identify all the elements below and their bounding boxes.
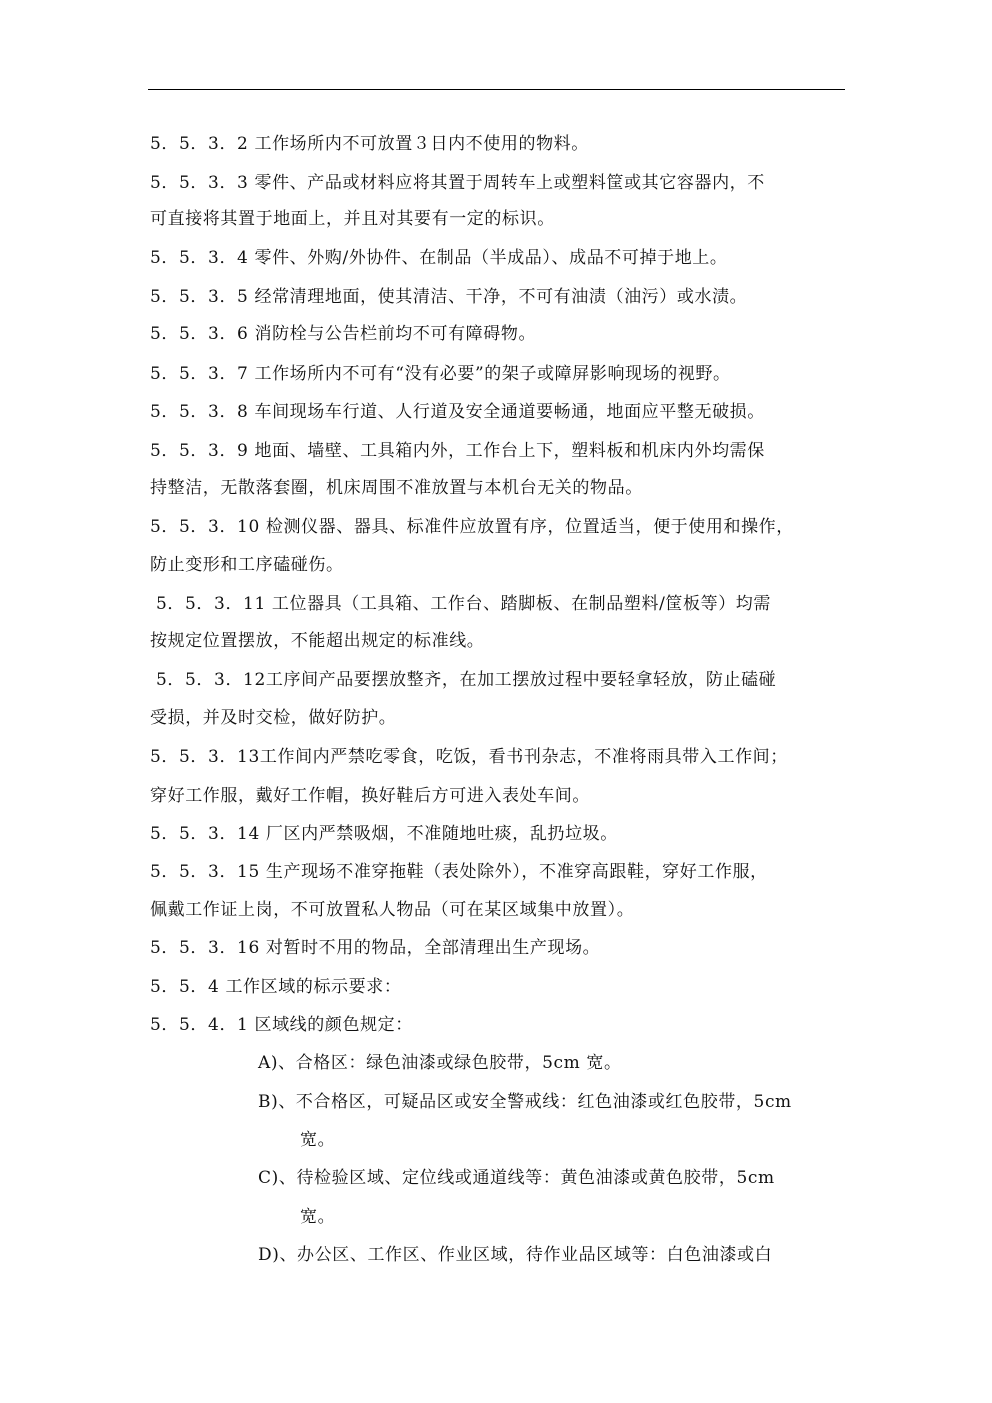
text-line: 5．5．3．3 零件、产品或材料应将其置于周转车上或塑料筐或其它容器内，不 <box>150 173 765 193</box>
text-line: 5．5．3．2 工作场所内不可放置３日内不使用的物料。 <box>150 134 589 154</box>
text-line: 5．5．3．9 地面、墙壁、工具箱内外，工作台上下，塑料板和机床内外均需保 <box>150 441 765 461</box>
text-line: 5．5．4．1 区域线的颜色规定： <box>150 1015 413 1035</box>
text-line: 5．5．3．11 工位器具（工具箱、工作台、踏脚板、在制品塑料/筐板等）均需 <box>156 594 772 614</box>
text-line: 5．5．3．7 工作场所内不可有“没有必要”的架子或障屏影响现场的视野。 <box>150 364 731 384</box>
text-line: 可直接将其置于地面上，并且对其要有一定的标识。 <box>150 209 555 229</box>
text-line: 5．5．3．4 零件、外购/外协件、在制品（半成品）、成品不可掉于地上。 <box>150 248 728 268</box>
text-line: 佩戴工作证上岗，不可放置私人物品（可在某区域集中放置）。 <box>150 900 635 920</box>
text-line: B)、不合格区，可疑品区或安全警戒线：红色油漆或红色胶带，5cm <box>258 1092 792 1112</box>
text-line: D)、办公区、工作区、作业区域，待作业品区域等：白色油漆或白 <box>258 1245 773 1265</box>
text-line: 5．5．3．6 消防栓与公告栏前均不可有障碍物。 <box>150 324 537 344</box>
text-line: 5．5．3．16 对暂时不用的物品，全部清理出生产现场。 <box>150 938 601 958</box>
text-line: 5．5．3．14 厂区内严禁吸烟，不准随地吐痰，乱扔垃圾。 <box>150 824 618 844</box>
text-line: 宽。 <box>300 1130 336 1150</box>
text-line: 按规定位置摆放，不能超出规定的标准线。 <box>150 631 485 651</box>
text-line: 5．5．3．8 车间现场车行道、人行道及安全通道要畅通，地面应平整无破损。 <box>150 402 765 422</box>
text-line: 5．5．3．13工作间内严禁吃零食，吃饭，看书刊杂志，不准将雨具带入工作间； <box>150 747 788 767</box>
text-line: 宽。 <box>300 1207 336 1227</box>
text-line: 持整洁，无散落套圈，机床周围不准放置与本机台无关的物品。 <box>150 478 643 498</box>
text-line: 防止变形和工序磕碰伤。 <box>150 555 344 575</box>
text-line: 5．5．4 工作区域的标示要求： <box>150 977 402 997</box>
text-line: 5．5．3．15 生产现场不准穿拖鞋（表处除外），不准穿高跟鞋，穿好工作服， <box>150 862 768 882</box>
text-line: C)、待检验区域、定位线或通道线等：黄色油漆或黄色胶带，5cm <box>258 1168 775 1188</box>
text-line: 5．5．3．10 检测仪器、器具、标准件应放置有序，位置适当，便于使用和操作， <box>150 517 794 537</box>
text-line: 5．5．3．12工序间产品要摆放整齐，在加工摆放过程中要轻拿轻放，防止磕碰 <box>156 670 777 690</box>
text-line: A)、合格区：绿色油漆或绿色胶带，5cm 宽。 <box>258 1053 622 1073</box>
text-line: 受损，并及时交检，做好防护。 <box>150 708 397 728</box>
text-line: 穿好工作服，戴好工作帽，换好鞋后方可进入表处车间。 <box>150 786 590 806</box>
text-line: 5．5．3．5 经常清理地面，使其清洁、干净，不可有油渍（油污）或水渍。 <box>150 287 748 307</box>
